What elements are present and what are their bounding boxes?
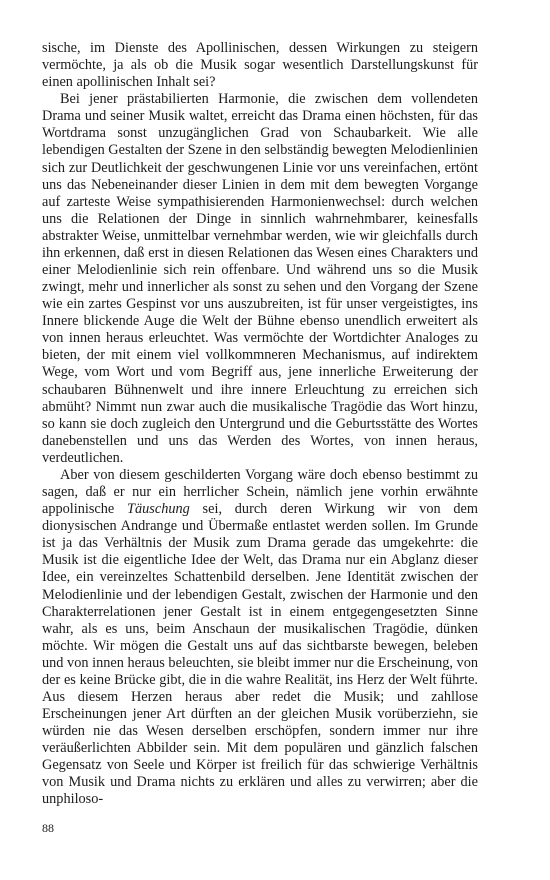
emphasis-taeuschung: Täuschung — [127, 501, 190, 518]
paragraph-1: sische, im Dienste des Apollinischen, dessen Wirkungen zu steigern vermöchte, ja als ob die Musik sogar wesentlich Darstellungskunst für einen apollinischen Inhalt sei? — [42, 40, 478, 91]
page-number: 88 — [42, 821, 54, 835]
page-body — [42, 40, 478, 809]
paragraph-2: Bei jener prästabilierten Harmonie, die zwischen dem vollendeten Drama und seiner Musik waltet, erreicht das Drama einen höchsten, für das Wortdrama sonst unzugänglichen Grad von Schaubarkeit. Wie alle lebendigen Gestalten der Szene in den selbständig bewegten Melodienlinien sich zur Deutlichkeit der geschwungenen Linie vor uns vereinfachen, ertönt uns das Nebeneinander dieser Linien in dem mit dem bewegten Vorgange auf zarteste Weise sympathisierenden Harmonienwechsel: durch welchen uns die Relationen der Dinge in sinnlich wahrnehmbarer, keinesfalls abstrakter Weise, unmittelbar vernehmbar werden, wie wir gleichfalls durch ihn erkennen, daß erst in diesen Relationen das Wesen eines Charakters und einer Melodienlinie sich rein offenbare. Und während uns so die Musik zwingt, mehr und innerlicher als sonst zu sehen und den Vorgang der Szene wie ein zartes Gespinst vor uns auszubreiten, ist für unser vergeistigtes, ins Innere blickende Auge die Welt der Bühne ebenso unendlich erweitert als von innen heraus erleuchtet. Was vermöchte der Wortdichter Analoges zu bieten, der mit einem viel vollkommneren Mechanismus, auf indirektem Wege, vom Wort und vom Begriff aus, jene innerliche Erweiterung der schaubaren Bühnenwelt und ihre innere Erleuchtung zu erreichen sich abmüht? Nimmt nun zwar auch die musikalische Tragödie das Wort hinzu, so kann sie doch zugleich den Untergrund und die Geburtsstätte des Wortes danebenstellen und uns das Werden des Wortes, von innen heraus, verdeutlichen. — [42, 91, 478, 466]
paragraph-3 — [42, 467, 478, 809]
paragraph-3-text-before: Aber von diesem geschilderten Vorgang wäre doch ebenso bestimmt zu sagen, daß er nur ein herrlicher Schein, nämlich jene vorhin erwähnte appolinische — [42, 466, 478, 518]
paragraph-3-text-after: sei, durch deren Wirkung wir von dem dionysischen Andrange und Übermaße entlastet werden sollen. Im Grunde ist ja das Verhältnis der Musik zum Drama gerade das umgekehrte: die Musik ist die eigentliche Idee der Welt, das Drama nur ein Abglanz dieser Idee, ein vereinzeltes Schattenbild derselben. Jene Identität zwischen der Melodienlinie und der lebendigen Gestalt, zwischen der Harmonie und den Charakterrelationen jener Gestalt ist in einem entgegengesetzten Sinne wahr, als es uns, beim Anschaun der musikalischen Tragödie, dünken möchte. Wir mögen die Gestalt uns auf das sichtbarste bewegen, beleben und von innen heraus beleuchten, sie bleibt immer nur die Erscheinung, von der es keine Brücke gibt, die in die wahre Realität, ins Herz der Welt führte. Aus diesem Herzen heraus aber redet die Musik; und zahllose Erscheinungen jener Art dürften an der gleichen Musik vorüberziehn, sie würden nie das Wesen derselben erschöpfen, sondern immer nur ihre veräußerlichten Abbilder sein. Mit dem populären und gänzlich falschen Gegensatz von Seele und Körper ist freilich für das schwierige Verhältnis von Musik und Drama nichts zu erklären und alles zu verwirren; aber die unphiloso- — [42, 501, 478, 808]
